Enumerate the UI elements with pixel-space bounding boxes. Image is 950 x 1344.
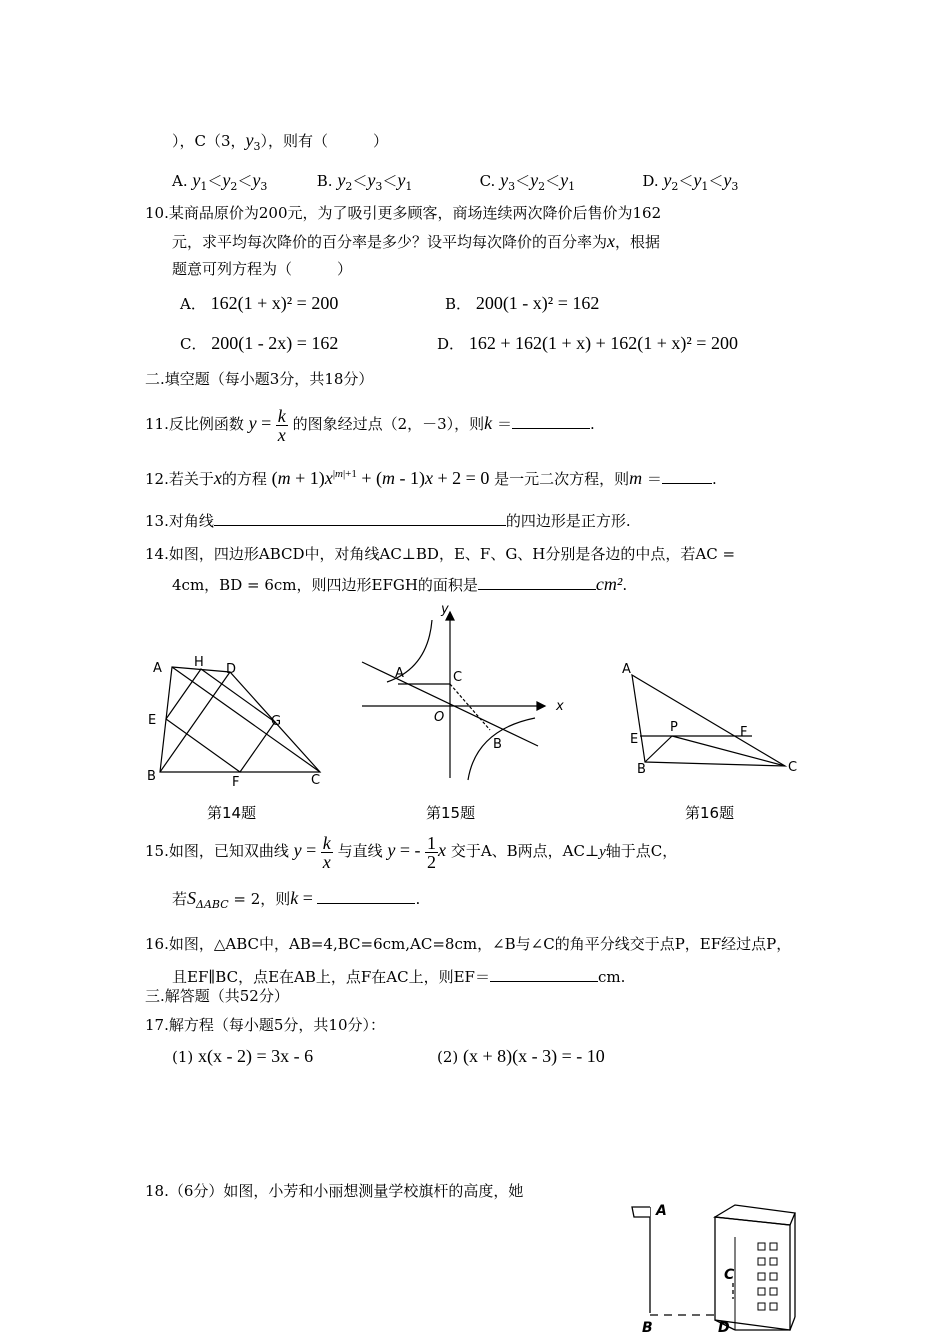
- f18-label-a: A: [656, 1203, 667, 1219]
- q17-part1: (1) x(x - 2) = 3x - 6: [172, 1046, 314, 1066]
- q13-answer-blank[interactable]: [214, 511, 506, 526]
- figure-14: [160, 667, 320, 772]
- q9-option-b: B. $y_2<y_3<y_1$: [316, 170, 413, 193]
- f16-label-p: P: [670, 720, 678, 735]
- q18-line1: 18.（6分）如图，小芳和小丽想测量学校旗杆的高度，她: [145, 1182, 524, 1200]
- q14-answer-blank[interactable]: [478, 575, 596, 590]
- q16-line2: 且EF∥BC，点E在AB上，点F在AC上，则EF＝ cm.: [172, 968, 626, 986]
- q9-options: [172, 170, 738, 197]
- f15-label-o: O: [434, 710, 445, 725]
- q9-tail-pre: ），C（3，: [172, 132, 246, 150]
- q10-line1: 10.某商品原价为200元，为了吸引更多顾客，商场连续两次降价后售价为162: [145, 204, 662, 222]
- q11-line: 11.反比例函数 y = $\frac{k}{x}$ 的图象经过点（2，－3），则k ＝ .: [145, 405, 595, 445]
- caption-fig16: 第16题: [685, 804, 735, 822]
- q16-line1: 16.如图，△ABC中，AB=4,BC=6cm,AC=8cm，∠B与∠C的角平分线交于点P，EF经过点P，: [145, 935, 792, 953]
- f16-label-a: A: [622, 662, 631, 677]
- figure-16: [632, 675, 785, 766]
- figure-18: [620, 1195, 810, 1344]
- q10-option-a: A． 162(1 + x)² = 200: [180, 293, 339, 313]
- section3-heading: 三.解答题（共52分）: [145, 987, 289, 1005]
- q17-title: 17.解方程（每小题5分，共10分）：: [145, 1016, 385, 1034]
- figure-15: [362, 612, 545, 780]
- f14-label-a: A: [153, 661, 162, 676]
- q16-answer-blank[interactable]: [490, 967, 598, 982]
- q9-tail-line: ），C（3，$y_3$），则有（ ）: [172, 130, 389, 153]
- q9-option-d: D. $y_2<y_1<y_3$: [642, 170, 739, 193]
- q10-option-b: B． 200(1 - x)² = 162: [445, 293, 600, 313]
- q13-line: 13.对角线 的四边形是正方形.: [145, 512, 631, 530]
- f16-label-b: B: [637, 762, 646, 777]
- f15-label-b: B: [493, 737, 502, 752]
- q12-answer-blank[interactable]: [662, 469, 712, 484]
- f15-label-x: x: [556, 699, 564, 714]
- f14-label-c: C: [311, 773, 321, 788]
- f14-label-f: F: [232, 775, 240, 790]
- f16-label-f: F: [740, 725, 748, 740]
- q14-line2: 4cm，BD = 6cm，则四边形EFGH的面积是 cm².: [172, 574, 628, 594]
- caption-fig14: 第14题: [207, 804, 257, 822]
- q9-tail-post: ），则有（ ）: [260, 132, 389, 150]
- f14-label-b: B: [147, 769, 156, 784]
- f18-label-d: D: [718, 1320, 730, 1336]
- q10-line3: 题意可列方程为（ ）: [172, 260, 353, 278]
- q17-part2: (2) (x + 8)(x - 3) = - 10: [437, 1046, 605, 1066]
- q9-option-c: C. $y_3<y_2<y_1$: [479, 170, 576, 193]
- f15-label-a: A: [395, 666, 404, 681]
- q12-line: 12.若关于x的方程 $(m + 1)x^{|m|+1} + (m - 1)x + 2 = 0$ 是一元二次方程，则m ＝ .: [145, 468, 717, 488]
- caption-fig15: 第15题: [426, 804, 476, 822]
- f18-label-b: B: [642, 1320, 653, 1336]
- f15-label-c: C: [453, 670, 463, 685]
- f16-label-e: E: [630, 732, 639, 747]
- q15-line1: 15.如图，已知双曲线 y = $\frac{k}{x}$ 与直线 y = - $\frac{1}{2}$ x 交于A、B两点，AC⊥y轴于点C，: [145, 832, 678, 872]
- f14-label-e: E: [148, 713, 157, 728]
- q14-line1: 14.如图，四边形ABCD中，对角线AC⊥BD，E、F、G、H分别是各边的中点，若AC =: [145, 545, 736, 563]
- f14-label-d: D: [226, 662, 237, 677]
- section2-heading: 二.填空题（每小题3分，共18分）: [145, 370, 374, 388]
- q15-answer-blank[interactable]: [317, 889, 415, 904]
- figures-row: [140, 600, 820, 825]
- f16-label-c: C: [788, 760, 798, 775]
- q15-line2: 若$S_{\Delta ABC} = 2$，则k = .: [172, 888, 421, 911]
- f14-label-h: H: [194, 655, 204, 670]
- f14-label-g: G: [271, 714, 282, 729]
- f18-label-c: C: [724, 1267, 735, 1283]
- q11-answer-blank[interactable]: [512, 414, 590, 429]
- q10-option-c: C． 200(1 - 2x) = 162: [180, 333, 339, 353]
- f15-label-y: y: [441, 602, 449, 617]
- q9-option-a: A. $y_1<y_2<y_3$: [172, 170, 268, 193]
- q10-option-d: D． 162 + 162(1 + x) + 162(1 + x)² = 200: [437, 333, 738, 353]
- q10-line2: 元，求平均每次降价的百分率是多少？设平均每次降价的百分率为x，根据: [172, 231, 661, 251]
